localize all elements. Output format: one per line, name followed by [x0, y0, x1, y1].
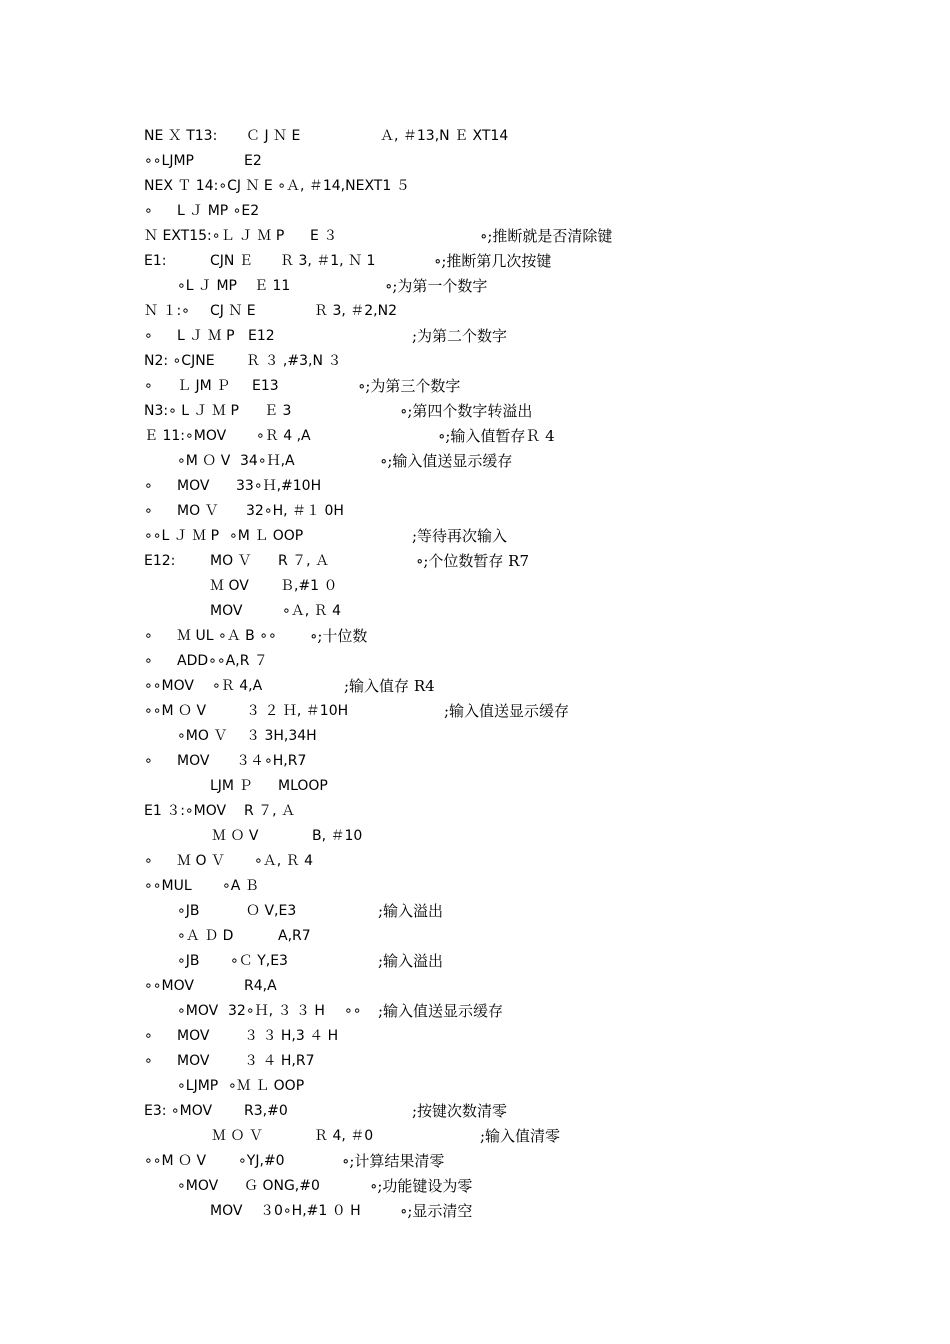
code-token: Ｒ 4, ＃0 [314, 1128, 374, 1144]
code-token: ∘∘MUL [144, 878, 192, 894]
code-token: ∘ [144, 203, 153, 219]
code-token: Ｍ Ｏ Ｖ [212, 1128, 263, 1144]
code-token: E1 ３:∘MOV [144, 803, 227, 819]
code-comment: ∘;输入值暂存Ｒ 4 [438, 427, 555, 445]
code-comment: ∘;十位数 [310, 627, 368, 645]
code-token: ∘Ｒ 4,A [212, 678, 263, 694]
code-token: N3:∘ L Ｊ Ｍ P [144, 403, 239, 419]
code-comment: ∘;推断第几次按键 [434, 252, 552, 270]
code-token: ∘ [144, 478, 153, 494]
code-token: ３ ３ H,3 ４ H [244, 1028, 339, 1044]
code-token: ∘ [144, 853, 153, 869]
code-token: ∘∘MOV [144, 678, 194, 694]
code-token: ∘ [144, 653, 153, 669]
code-token: E1: [144, 253, 167, 269]
code-token: ∘ [144, 1028, 153, 1044]
code-comment: ∘;计算结果清零 [342, 1152, 445, 1170]
code-token: ∘∘MOV [144, 978, 194, 994]
code-comment: ;等待再次输入 [412, 527, 508, 545]
code-token: MOV [177, 1028, 210, 1044]
code-comment: ∘;推断就是否清除键 [480, 227, 613, 245]
code-token: Ｌ JM Ｐ [177, 378, 231, 394]
code-token: ∘YJ,#0 [238, 1153, 285, 1169]
code-comment: ;输入值送显示缓存 [378, 1002, 504, 1020]
code-token: N2: ∘CJNE [144, 353, 215, 369]
code-token: ∘Ａ, Ｒ 4 [254, 853, 314, 869]
code-token: R ７, Ａ [244, 803, 296, 819]
code-comment: ;输入溢出 [378, 902, 444, 920]
code-token: ∘ [144, 628, 153, 644]
code-token: MO Ｖ [210, 553, 252, 569]
code-token: ３ ２ Ｈ, ＃10H [246, 703, 349, 719]
code-token: E13 [252, 378, 279, 394]
code-token: Ａ, ＃13,N Ｅ XT14 [380, 128, 509, 144]
code-comment: ;输入值送显示缓存 [444, 702, 570, 720]
code-token: ３0∘H,#1 ０ H [260, 1203, 361, 1219]
code-token: ∘∘L Ｊ Ｍ P [144, 528, 220, 544]
code-comment: ∘;显示清空 [400, 1202, 473, 1220]
code-token: LJM Ｐ [210, 778, 253, 794]
code-token: Ｅ 11:∘MOV [144, 428, 227, 444]
code-token: Ｅ 3 [264, 403, 292, 419]
code-token: CJN Ｅ [210, 253, 253, 269]
code-token: ∘LJMP [177, 1078, 219, 1094]
code-token: R ７, Ａ [278, 553, 330, 569]
code-token: ∘ [144, 503, 153, 519]
code-token: Ｍ OV [210, 578, 249, 594]
code-token: Ｒ 3, ＃1, Ｎ 1 [280, 253, 376, 269]
code-token: Ｏ V,E3 [246, 903, 297, 919]
code-token: MOV [177, 753, 210, 769]
code-token: L Ｊ MP ∘E2 [177, 203, 260, 219]
code-token: ∘∘M Ｏ V [144, 1153, 207, 1169]
code-token: ∘MOV [177, 1003, 219, 1019]
code-token: 34∘Ｈ,A [240, 453, 295, 469]
code-token: 33∘Ｈ,#10H [236, 478, 322, 494]
code-token: Ｇ ONG,#0 [244, 1178, 320, 1194]
code-comment: ;输入溢出 [378, 952, 444, 970]
code-token: ∘Ａ Ｄ D [177, 928, 234, 944]
code-comment: ∘;为第一个数字 [385, 277, 488, 295]
code-token: MOV [177, 478, 210, 494]
code-token: Ｍ UL ∘Ａ B ∘∘ [177, 628, 277, 644]
code-token: MOV [177, 1053, 210, 1069]
code-token: Ｍ O Ｖ [177, 853, 225, 869]
code-comment: ∘;输入值送显示缓存 [380, 452, 513, 470]
code-token: MOV [210, 603, 243, 619]
code-token: A,R7 [278, 928, 311, 944]
code-token: CJ Ｎ E [210, 303, 256, 319]
code-comment: ∘;为第三个数字 [358, 377, 461, 395]
code-token: E12: [144, 553, 176, 569]
code-token: ３ ４ H,R7 [244, 1053, 315, 1069]
code-token: NEX Ｔ 14:∘CJ Ｎ E ∘Ａ, ＃14,NEXT1 ５ [144, 178, 410, 194]
code-token: MOV [210, 1203, 243, 1219]
code-token: ３ 3H,34H [246, 728, 317, 744]
code-token: 32∘H, ＃１ 0H [246, 503, 344, 519]
code-token: ３４∘H,R7 [236, 753, 307, 769]
code-token: Ｅ 11 [254, 278, 291, 294]
code-token: E3: ∘MOV [144, 1103, 213, 1119]
code-token: ∘ [144, 378, 153, 394]
code-comment: ∘;个位数暂存 R7 [416, 552, 530, 570]
code-token: ∘MO Ｖ [177, 728, 228, 744]
code-token: ∘∘M Ｏ V [144, 703, 207, 719]
code-token: Ｃ J Ｎ E [246, 128, 301, 144]
code-token: E2 [244, 153, 262, 169]
code-comment: ∘;功能键设为零 [370, 1177, 473, 1195]
code-token: ∘JB [177, 903, 200, 919]
code-token: Ｂ,#1 ０ [280, 578, 338, 594]
code-token: 32∘Ｈ, ３ ３ H [228, 1003, 325, 1019]
code-comment: ∘;第四个数字转溢出 [400, 402, 533, 420]
code-token: ∘MOV [177, 1178, 219, 1194]
code-token: E ３ [310, 228, 338, 244]
code-token: Ｍ Ｏ V [212, 828, 259, 844]
code-token: ∘M Ｌ OOP [229, 528, 304, 544]
code-token: MLOOP [278, 778, 328, 794]
code-token: R3,#0 [244, 1103, 288, 1119]
code-comment: ;按键次数清零 [412, 1102, 508, 1120]
code-token: E12 [248, 328, 275, 344]
code-token: ∘ [144, 328, 153, 344]
code-token: ∘∘ [344, 1003, 362, 1019]
code-token: Ｒ 3, ＃2,N2 [314, 303, 397, 319]
code-token: ∘Ｒ 4 ,A [256, 428, 311, 444]
code-comment: ;输入值存 R4 [344, 677, 435, 695]
code-token: NE Ｘ T13: [144, 128, 218, 144]
code-token: ∘Ａ, Ｒ 4 [282, 603, 342, 619]
code-token: ∘Ｃ Y,E3 [230, 953, 288, 969]
code-token: ∘ [144, 753, 153, 769]
code-token: ∘A Ｂ [222, 878, 259, 894]
code-token: L Ｊ Ｍ P [177, 328, 235, 344]
code-comment: ;为第二个数字 [412, 327, 508, 345]
code-token: ∘Ｍ Ｌ OOP [228, 1078, 305, 1094]
code-token: Ｎ EXT15:∘Ｌ Ｊ Ｍ P [144, 228, 285, 244]
code-token: Ｎ １:∘ [144, 303, 190, 319]
code-token: MO Ｖ [177, 503, 219, 519]
code-token: B, ＃10 [312, 828, 363, 844]
code-token: ∘JB [177, 953, 200, 969]
code-token: ∘ [144, 1053, 153, 1069]
code-comment: ;输入值清零 [480, 1127, 561, 1145]
code-token: Ｒ ３ ,#3,N ３ [246, 353, 342, 369]
code-token: ∘L Ｊ MP [177, 278, 237, 294]
code-token: R4,A [244, 978, 277, 994]
code-token: ∘∘LJMP [144, 153, 194, 169]
code-token: ∘M Ｏ V [177, 453, 231, 469]
code-token: ADD∘∘A,R ７ [177, 653, 268, 669]
